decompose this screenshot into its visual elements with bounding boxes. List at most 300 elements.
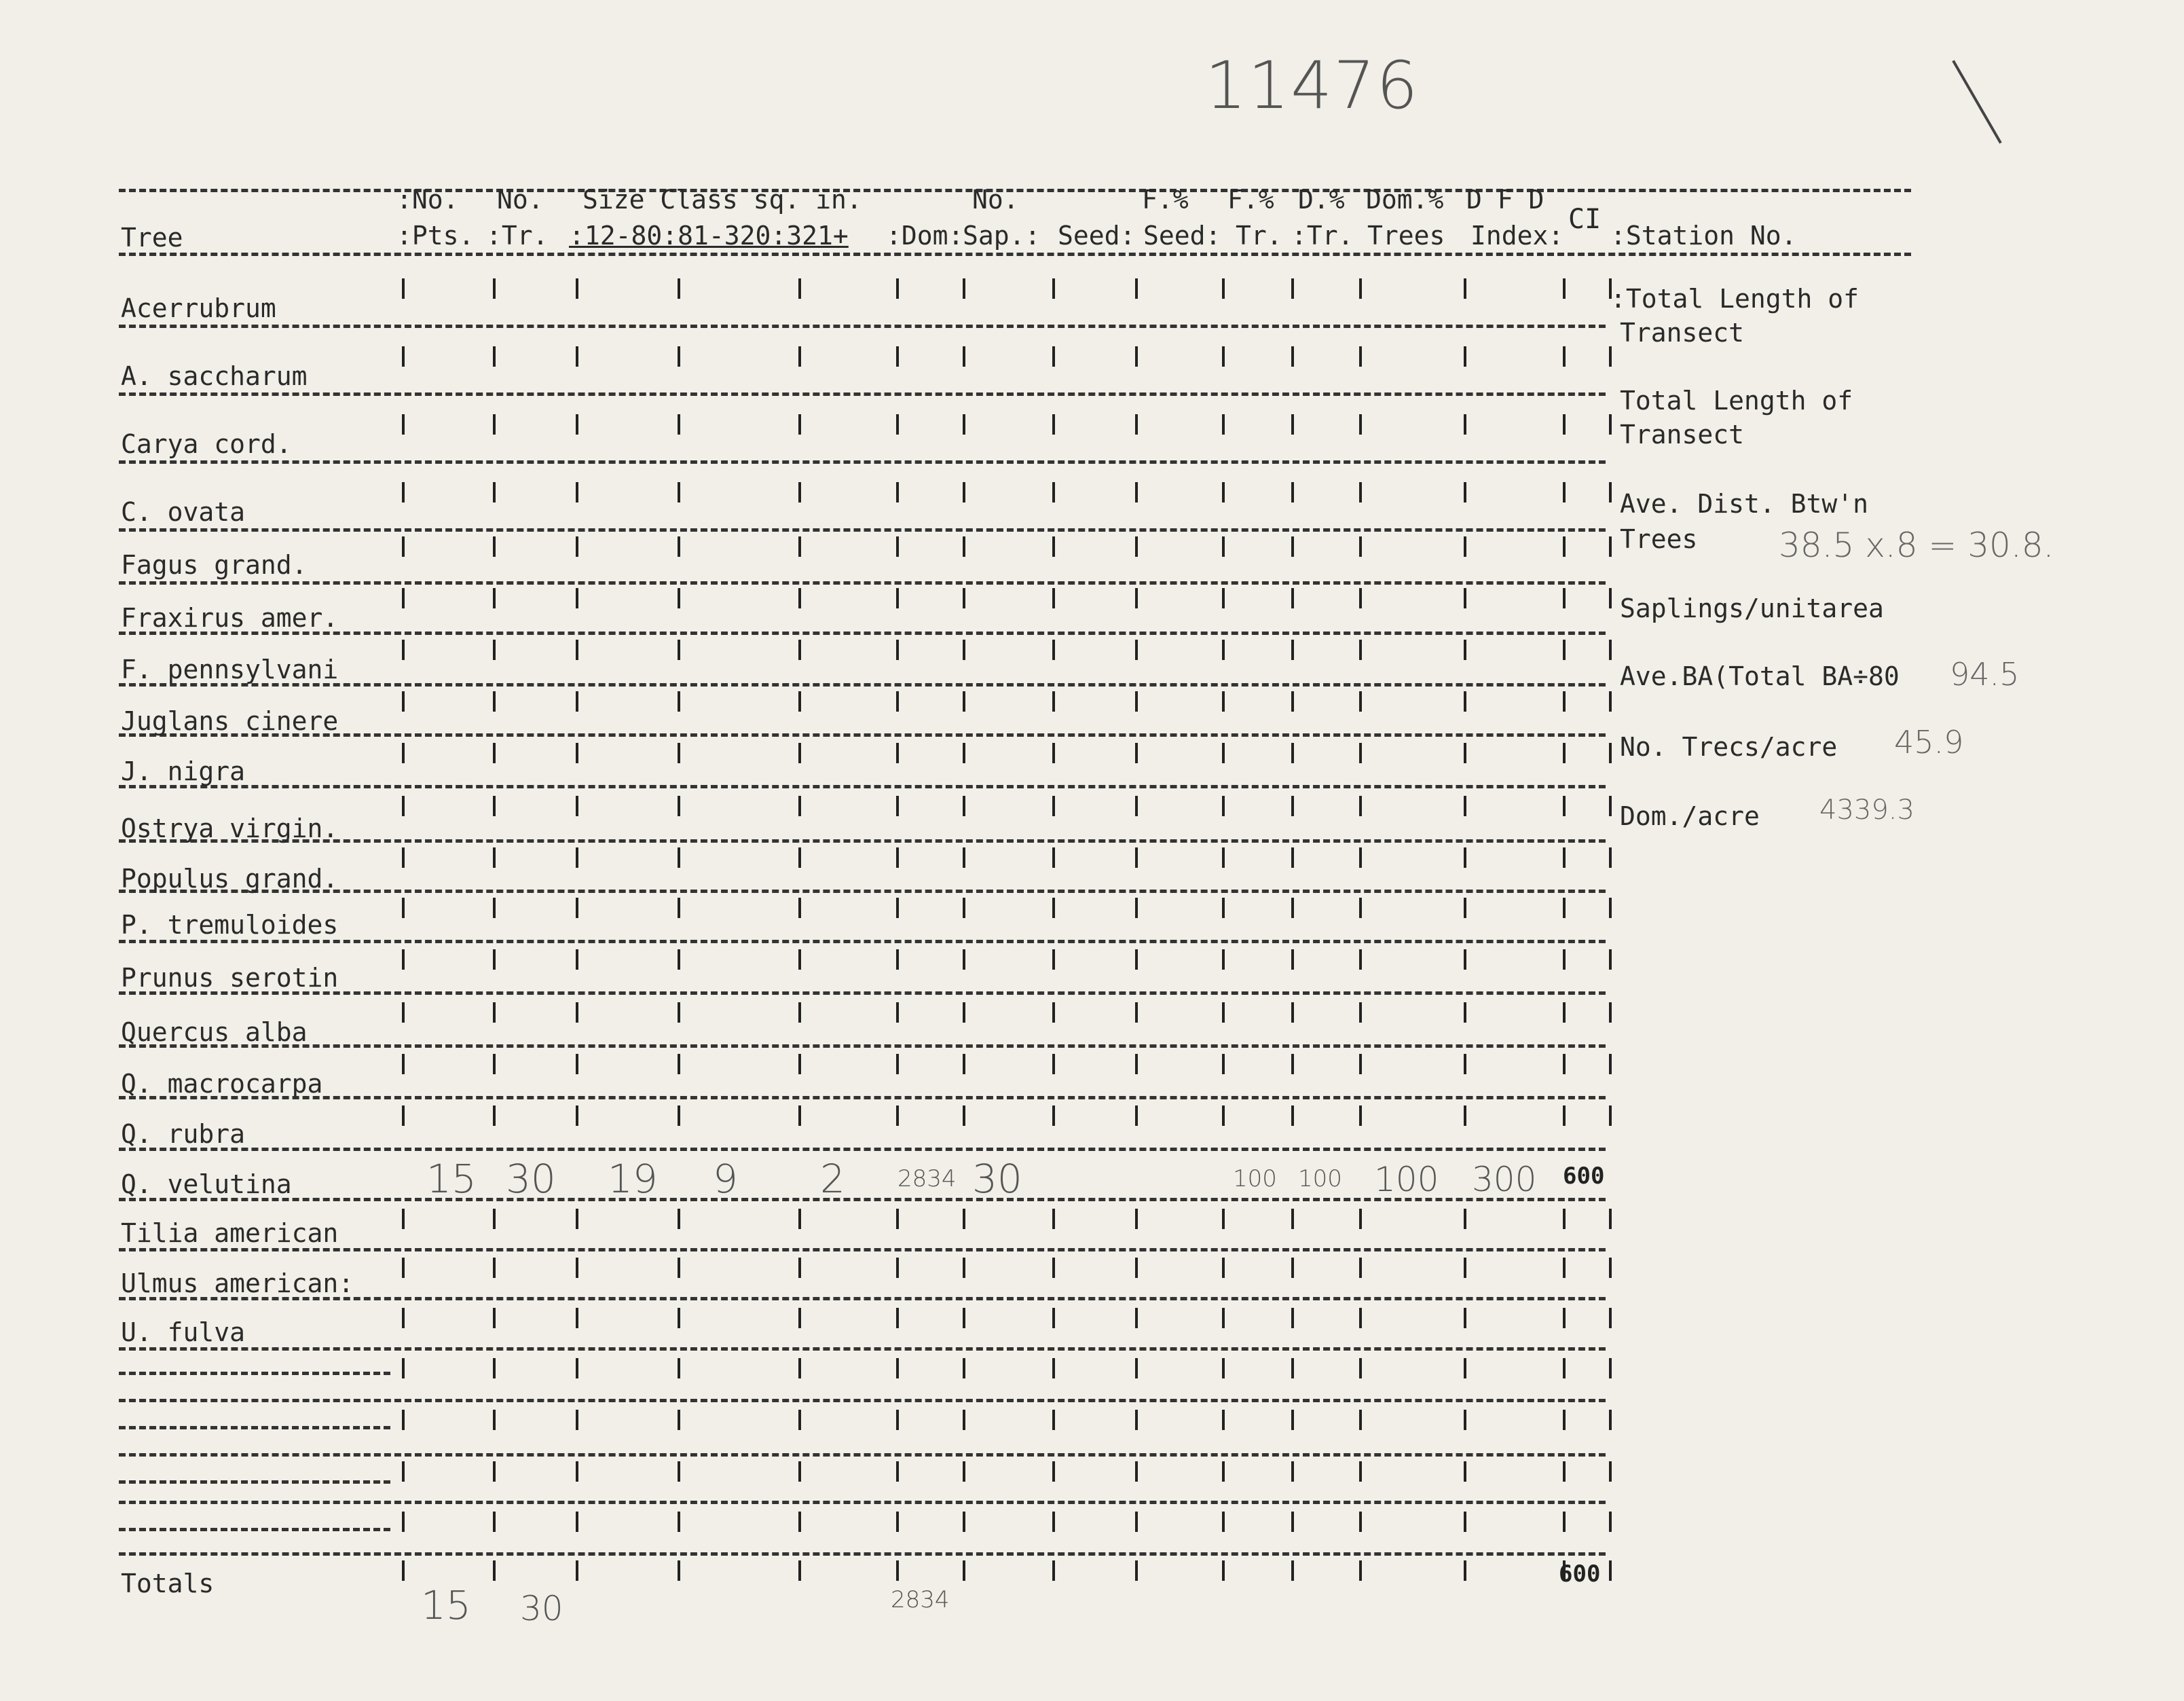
header-sap-2: Sap.: xyxy=(963,221,1041,251)
column-tick xyxy=(1052,847,1055,868)
column-tick xyxy=(1464,1461,1466,1482)
column-tick xyxy=(1222,588,1225,608)
header-domtrees-1: Dom.% xyxy=(1366,185,1444,215)
column-tick xyxy=(576,1358,578,1378)
row-rule xyxy=(119,632,1606,635)
station-dom-acre: Dom./acre xyxy=(1620,801,1760,831)
totals-label: Totals xyxy=(121,1569,215,1598)
column-tick xyxy=(1563,898,1566,918)
column-tick xyxy=(1052,1308,1055,1328)
column-tick xyxy=(1464,588,1466,608)
column-tick xyxy=(402,536,405,557)
velutina-tr: 30 xyxy=(506,1156,556,1202)
column-tick xyxy=(1052,949,1055,970)
column-tick xyxy=(1135,1054,1138,1074)
column-tick xyxy=(798,1410,801,1430)
column-tick xyxy=(402,743,405,763)
column-tick xyxy=(576,640,578,660)
column-tick xyxy=(493,1258,496,1278)
column-tick xyxy=(1291,1410,1294,1430)
velutina-dtr: 100 xyxy=(1298,1165,1342,1192)
column-tick xyxy=(576,743,578,763)
column-tick xyxy=(1464,1410,1466,1430)
station-ave-ba-value: 94.5 xyxy=(1950,656,2020,693)
station-total-length-2: Total Length of xyxy=(1620,386,1853,416)
column-tick xyxy=(1052,1209,1055,1229)
column-tick xyxy=(896,1002,899,1023)
column-tick xyxy=(1291,588,1294,608)
column-tick xyxy=(1464,1358,1466,1378)
row-rule xyxy=(119,325,1606,328)
column-tick xyxy=(1222,1560,1225,1581)
column-tick xyxy=(402,847,405,868)
column-tick xyxy=(1563,743,1566,763)
row-rule xyxy=(119,460,1606,464)
column-tick xyxy=(963,278,965,299)
column-tick xyxy=(1052,1560,1055,1581)
column-tick xyxy=(1291,1560,1294,1581)
column-tick xyxy=(1609,482,1612,502)
column-tick xyxy=(1222,1512,1225,1532)
header-ftr-2: Tr. xyxy=(1236,221,1282,251)
column-tick xyxy=(1222,640,1225,660)
column-tick xyxy=(402,588,405,608)
column-tick xyxy=(678,691,680,712)
column-tick xyxy=(1222,482,1225,502)
column-tick xyxy=(402,1105,405,1126)
column-tick xyxy=(963,1258,965,1278)
velutina-size2: 9 xyxy=(713,1156,738,1202)
column-tick xyxy=(798,1105,801,1126)
column-tick xyxy=(1135,588,1138,608)
column-tick xyxy=(1222,898,1225,918)
column-tick xyxy=(1222,847,1225,868)
column-tick xyxy=(1464,278,1466,299)
row-rule xyxy=(119,1453,1606,1457)
column-tick xyxy=(576,949,578,970)
velutina-domtrees: 100 xyxy=(1374,1160,1439,1199)
column-tick xyxy=(493,743,496,763)
column-tick xyxy=(1359,414,1362,435)
header-size-class-2: :12-80:81-320:321+ xyxy=(569,221,849,251)
column-tick xyxy=(798,847,801,868)
species-label: Tilia american xyxy=(121,1218,339,1248)
column-tick xyxy=(896,1308,899,1328)
column-tick xyxy=(1609,949,1612,970)
column-tick xyxy=(1609,847,1612,868)
species-label: Q. velutina xyxy=(121,1169,292,1199)
column-tick xyxy=(1359,847,1362,868)
column-tick xyxy=(493,278,496,299)
column-tick xyxy=(1464,691,1466,712)
column-tick xyxy=(896,1209,899,1229)
column-tick xyxy=(576,796,578,816)
column-tick xyxy=(798,1258,801,1278)
header-no-pts-2: :Pts. xyxy=(396,221,475,251)
column-tick xyxy=(963,796,965,816)
column-tick xyxy=(896,414,899,435)
station-trees-acre: No. Trecs/acre xyxy=(1620,732,1838,762)
column-tick xyxy=(1135,482,1138,502)
column-tick xyxy=(963,1209,965,1229)
column-tick xyxy=(402,949,405,970)
column-tick xyxy=(576,1105,578,1126)
column-tick xyxy=(1609,1105,1612,1126)
column-tick xyxy=(1563,949,1566,970)
column-tick xyxy=(493,346,496,367)
column-tick xyxy=(963,1002,965,1023)
column-tick xyxy=(1135,1410,1138,1430)
column-tick xyxy=(1609,588,1612,608)
column-tick xyxy=(493,414,496,435)
column-tick xyxy=(493,1209,496,1229)
totals-ci: 600 xyxy=(1559,1560,1601,1588)
column-tick xyxy=(1609,1410,1612,1430)
column-tick xyxy=(493,847,496,868)
column-tick xyxy=(1291,1358,1294,1378)
corner-mark xyxy=(1952,60,2001,143)
column-tick xyxy=(1359,482,1362,502)
column-tick xyxy=(678,1054,680,1074)
column-tick xyxy=(402,691,405,712)
column-tick xyxy=(1359,1002,1362,1023)
column-tick xyxy=(576,482,578,502)
column-tick xyxy=(896,536,899,557)
column-tick xyxy=(1222,1002,1225,1023)
column-tick xyxy=(798,1461,801,1482)
column-tick xyxy=(1135,1209,1138,1229)
column-tick xyxy=(1052,414,1055,435)
column-tick xyxy=(1052,1410,1055,1430)
header-no-tr-1: No. xyxy=(497,185,544,215)
row-rule xyxy=(119,1044,1606,1048)
header-seed: Seed: xyxy=(1058,221,1136,251)
column-tick xyxy=(1222,1105,1225,1126)
column-tick xyxy=(1135,949,1138,970)
column-tick xyxy=(1222,1209,1225,1229)
column-tick xyxy=(963,1410,965,1430)
station-ave-ba: Ave.BA(Total BA÷80 xyxy=(1620,661,1900,691)
species-label: C. ovata xyxy=(121,497,246,527)
column-tick xyxy=(896,278,899,299)
station-trees-acre-value: 45.9 xyxy=(1894,724,1964,761)
column-tick xyxy=(1563,1002,1566,1023)
column-tick xyxy=(1291,482,1294,502)
column-tick xyxy=(678,1105,680,1126)
column-tick xyxy=(798,1560,801,1581)
header-tree: Tree xyxy=(121,223,183,253)
column-tick xyxy=(1609,1358,1612,1378)
column-tick xyxy=(576,1560,578,1581)
station-ave-dist-value: 38.5 x.8 = 30.8. xyxy=(1779,526,2054,565)
column-tick xyxy=(798,1002,801,1023)
column-tick xyxy=(1563,414,1566,435)
column-tick xyxy=(1563,1209,1566,1229)
column-tick xyxy=(1464,482,1466,502)
species-label: Juglans cinere xyxy=(121,706,339,736)
column-tick xyxy=(1464,1054,1466,1074)
column-tick xyxy=(1464,743,1466,763)
column-tick xyxy=(1464,949,1466,970)
column-tick xyxy=(896,743,899,763)
column-tick xyxy=(1052,1258,1055,1278)
column-tick xyxy=(1291,691,1294,712)
row-rule xyxy=(119,392,1606,396)
column-tick xyxy=(798,278,801,299)
column-tick xyxy=(1222,346,1225,367)
column-tick xyxy=(1222,414,1225,435)
column-tick xyxy=(1563,1410,1566,1430)
column-tick xyxy=(1609,640,1612,660)
column-tick xyxy=(493,1002,496,1023)
column-tick xyxy=(1563,847,1566,868)
header-dtr-1: D.% xyxy=(1298,185,1345,215)
column-tick xyxy=(896,1358,899,1378)
column-tick xyxy=(493,1410,496,1430)
totals-tr: 30 xyxy=(520,1589,563,1628)
column-tick xyxy=(402,1258,405,1278)
column-tick xyxy=(963,898,965,918)
blank-row-rule xyxy=(119,1480,390,1484)
column-tick xyxy=(963,1358,965,1378)
column-tick xyxy=(1359,1410,1362,1430)
column-tick xyxy=(493,1105,496,1126)
station-ave-dist: Ave. Dist. Btw'n xyxy=(1620,489,1869,519)
column-tick xyxy=(1135,536,1138,557)
column-tick xyxy=(1563,1461,1566,1482)
column-tick xyxy=(798,640,801,660)
column-tick xyxy=(1222,691,1225,712)
column-tick xyxy=(1464,1002,1466,1023)
column-tick xyxy=(576,414,578,435)
column-tick xyxy=(402,898,405,918)
column-tick xyxy=(1291,1308,1294,1328)
column-tick xyxy=(1359,1258,1362,1278)
column-tick xyxy=(493,691,496,712)
column-tick xyxy=(1052,1358,1055,1378)
column-tick xyxy=(798,743,801,763)
column-tick xyxy=(1563,536,1566,557)
column-tick xyxy=(963,482,965,502)
column-tick xyxy=(576,1209,578,1229)
species-label: Q. rubra xyxy=(121,1119,246,1149)
column-tick xyxy=(678,482,680,502)
column-tick xyxy=(493,640,496,660)
velutina-dom: 2834 xyxy=(897,1165,957,1192)
column-tick xyxy=(576,691,578,712)
column-tick xyxy=(1609,536,1612,557)
column-tick xyxy=(1135,796,1138,816)
column-tick xyxy=(1135,1461,1138,1482)
column-tick xyxy=(1609,691,1612,712)
column-tick xyxy=(963,1105,965,1126)
column-tick xyxy=(1359,691,1362,712)
row-rule xyxy=(119,528,1606,532)
column-tick xyxy=(402,1308,405,1328)
row-rule xyxy=(119,1399,1606,1402)
column-tick xyxy=(1222,796,1225,816)
column-tick xyxy=(678,414,680,435)
column-tick xyxy=(576,1512,578,1532)
column-tick xyxy=(402,1410,405,1430)
column-tick xyxy=(1359,1308,1362,1328)
column-tick xyxy=(576,1410,578,1430)
column-tick xyxy=(1464,796,1466,816)
header-dfd-1: D F D xyxy=(1466,185,1544,215)
column-tick xyxy=(1291,1209,1294,1229)
column-tick xyxy=(1359,1105,1362,1126)
column-tick xyxy=(1359,949,1362,970)
column-tick xyxy=(678,588,680,608)
column-tick xyxy=(493,1512,496,1532)
column-tick xyxy=(678,1461,680,1482)
station-saplings: Saplings/unitarea xyxy=(1620,593,1884,623)
column-tick xyxy=(1359,1358,1362,1378)
column-tick xyxy=(798,1308,801,1328)
column-tick xyxy=(1135,1002,1138,1023)
column-tick xyxy=(1464,847,1466,868)
column-tick xyxy=(1464,1105,1466,1126)
column-tick xyxy=(1052,278,1055,299)
column-tick xyxy=(1291,796,1294,816)
column-tick xyxy=(1609,898,1612,918)
column-tick xyxy=(1464,1512,1466,1532)
column-tick xyxy=(1222,278,1225,299)
row-rule xyxy=(119,785,1606,788)
column-tick xyxy=(1052,1105,1055,1126)
column-tick xyxy=(1052,536,1055,557)
column-tick xyxy=(1464,414,1466,435)
column-tick xyxy=(1609,1560,1612,1581)
column-tick xyxy=(576,1461,578,1482)
column-tick xyxy=(963,536,965,557)
column-tick xyxy=(896,1512,899,1532)
species-label: Ostrya virgin. xyxy=(121,813,339,843)
species-label: Prunus serotin xyxy=(121,963,339,993)
column-tick xyxy=(1052,691,1055,712)
column-tick xyxy=(576,1054,578,1074)
column-tick xyxy=(896,482,899,502)
column-tick xyxy=(1222,1410,1225,1430)
row-rule xyxy=(119,581,1606,585)
column-tick xyxy=(1291,847,1294,868)
species-label: Populus grand. xyxy=(121,864,339,894)
column-tick xyxy=(798,346,801,367)
column-tick xyxy=(1052,1512,1055,1532)
column-tick xyxy=(1222,1461,1225,1482)
velutina-ftr: 100 xyxy=(1233,1165,1277,1192)
column-tick xyxy=(678,898,680,918)
column-tick xyxy=(1609,1054,1612,1074)
column-tick xyxy=(1052,1461,1055,1482)
header-station-no: :Station No. xyxy=(1610,221,1797,251)
species-label: Fagus grand. xyxy=(121,550,308,580)
column-tick xyxy=(1135,414,1138,435)
row-rule xyxy=(119,839,1606,843)
column-tick xyxy=(963,640,965,660)
column-tick xyxy=(576,898,578,918)
column-tick xyxy=(963,1308,965,1328)
velutina-dfd: 300 xyxy=(1472,1160,1537,1199)
column-tick xyxy=(963,691,965,712)
column-tick xyxy=(798,482,801,502)
column-tick xyxy=(1222,1358,1225,1378)
species-label: A. saccharum xyxy=(121,361,308,391)
column-tick xyxy=(1609,1512,1612,1532)
header-fseed-1: F.% xyxy=(1142,185,1189,215)
column-tick xyxy=(896,796,899,816)
species-label: Carya cord. xyxy=(121,429,292,459)
column-tick xyxy=(493,482,496,502)
column-tick xyxy=(493,1461,496,1482)
header-bottom-rule xyxy=(119,253,1911,256)
row-rule xyxy=(119,1501,1606,1504)
column-tick xyxy=(1135,1105,1138,1126)
column-tick xyxy=(1222,536,1225,557)
column-tick xyxy=(1359,536,1362,557)
column-tick xyxy=(1359,1560,1362,1581)
column-tick xyxy=(493,1560,496,1581)
column-tick xyxy=(1135,278,1138,299)
column-tick xyxy=(1135,847,1138,868)
column-tick xyxy=(402,640,405,660)
column-tick xyxy=(896,949,899,970)
column-tick xyxy=(798,691,801,712)
column-tick xyxy=(896,1258,899,1278)
column-tick xyxy=(1563,588,1566,608)
column-tick xyxy=(1464,640,1466,660)
column-tick xyxy=(1359,796,1362,816)
column-tick xyxy=(798,949,801,970)
column-tick xyxy=(798,1054,801,1074)
header-domtrees-2: Trees xyxy=(1367,221,1445,251)
column-tick xyxy=(1359,1209,1362,1229)
column-tick xyxy=(798,1512,801,1532)
column-tick xyxy=(1222,743,1225,763)
blank-row-rule xyxy=(119,1372,390,1375)
station-ave-dist-b: Trees xyxy=(1620,524,1698,554)
header-no-pts-1: :No. xyxy=(396,185,459,215)
column-tick xyxy=(1359,898,1362,918)
column-tick xyxy=(1563,1105,1566,1126)
column-tick xyxy=(1052,796,1055,816)
column-tick xyxy=(493,1358,496,1378)
column-tick xyxy=(1563,640,1566,660)
species-label: F. pennsylvani xyxy=(121,655,339,684)
station-total-length-2b: Transect xyxy=(1620,420,1745,450)
header-ci: CI xyxy=(1568,204,1602,235)
column-tick xyxy=(963,1512,965,1532)
column-tick xyxy=(402,796,405,816)
column-tick xyxy=(1222,1258,1225,1278)
species-label: Ulmus american: xyxy=(121,1268,354,1298)
column-tick xyxy=(576,536,578,557)
column-tick xyxy=(896,898,899,918)
column-tick xyxy=(963,1054,965,1074)
column-tick xyxy=(576,278,578,299)
column-tick xyxy=(1291,1105,1294,1126)
row-rule xyxy=(119,991,1606,995)
column-tick xyxy=(678,949,680,970)
column-tick xyxy=(678,1002,680,1023)
column-tick xyxy=(402,1560,405,1581)
column-tick xyxy=(402,346,405,367)
column-tick xyxy=(576,847,578,868)
column-tick xyxy=(1291,949,1294,970)
velutina-pts: 15 xyxy=(426,1156,477,1202)
column-tick xyxy=(1359,278,1362,299)
row-rule xyxy=(119,890,1606,893)
